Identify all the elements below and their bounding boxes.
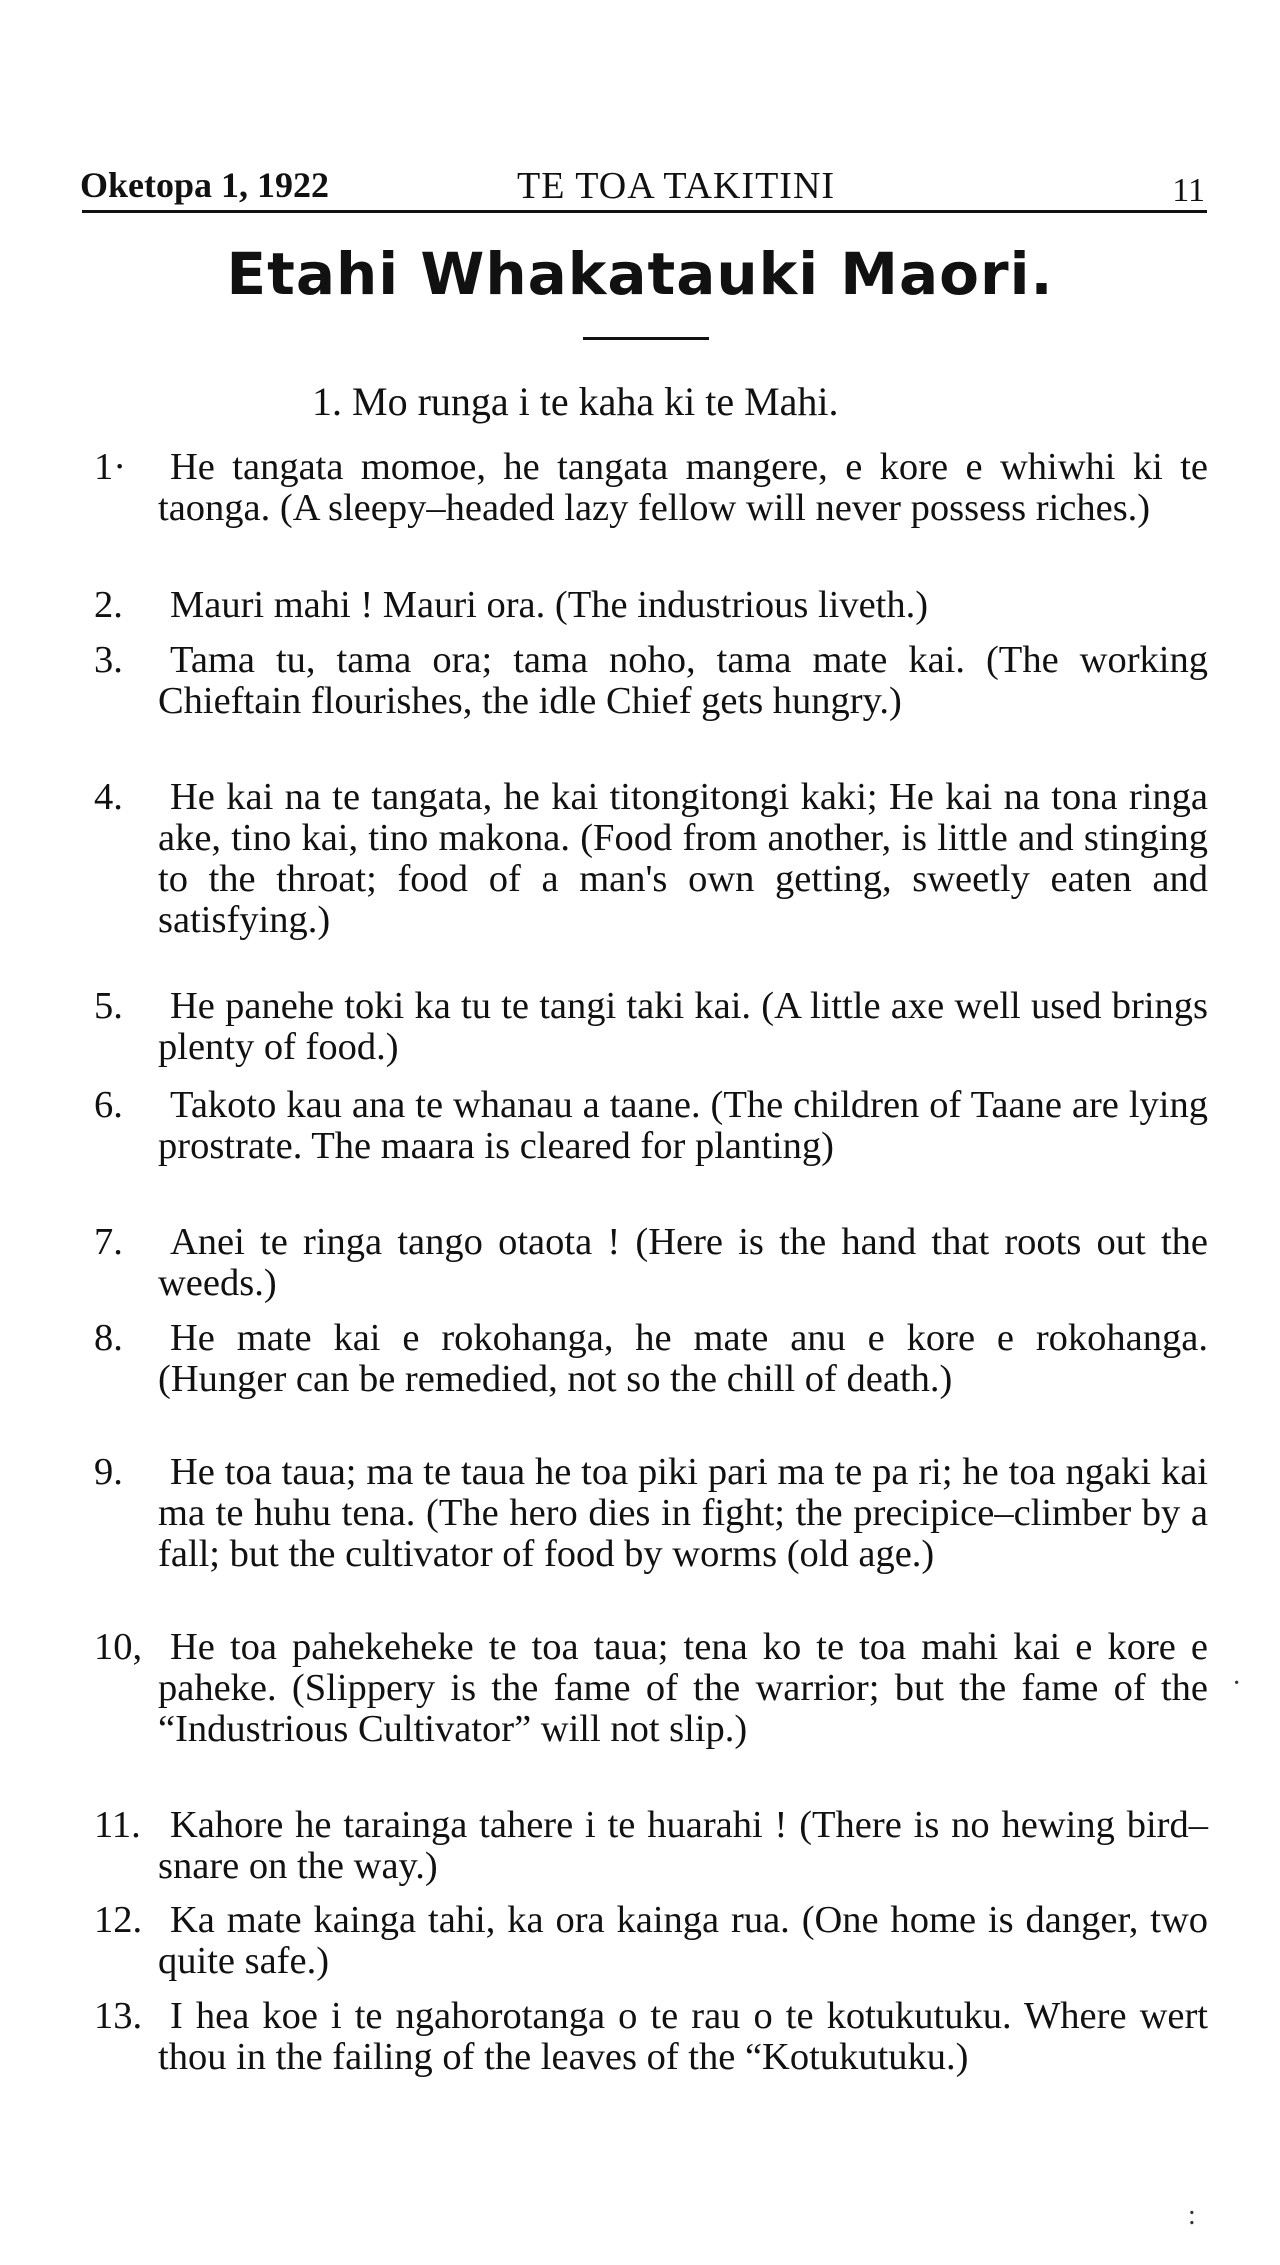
proverb-item: 12. Ka mate kainga tahi, ka ora kainga rua. (One home is danger, two quite safe.) — [94, 1899, 1208, 1982]
proverb-item: 11. Kahore he tarainga tahere i te huarahi ! (There is no hewing bird–snare on the way.) — [94, 1804, 1208, 1887]
proverb-text: Anei te ringa tango otaota ! (Here is the hand that roots out the weeds.) — [158, 1221, 1208, 1304]
proverb-item: 2. Mauri mahi ! Mauri ora. (The industrious liveth.) — [94, 584, 929, 626]
proverb-item: 7. Anei te ringa tango otaota ! (Here is the hand that roots out the weeds.) — [94, 1221, 1208, 1304]
proverb-item: 4. He kai na te tangata, he kai titongitongi kaki; He kai na tona ringa ake, tino kai, tino makona. (Food from another, is little and stinging to the throat; food of a man's own getting, sweetly eaten and satisfying.) — [94, 776, 1208, 941]
proverb-item: 9. He toa taua; ma te taua he toa piki pari ma te pa ri; he toa ngaki kai ma te huhu tena. (The hero dies in fight; the precipice–climber by a fall; but the cultivator of food by worms (old age.) — [94, 1451, 1208, 1575]
proverb-item: 10, He toa pahekeheke te toa taua; tena ko te toa mahi kai e kore e paheke. (Slippery is the fame of the warrior; but the fame of the “Industrious Cultivator” will not slip.) — [94, 1626, 1208, 1750]
proverb-text: I hea koe i te ngahorotanga o te rau o te kotukutuku. Where wert thou in the failing of the leaves of the “Kotukutuku.) — [158, 1995, 1208, 2078]
proverb-text: He toa taua; ma te taua he toa piki pari ma te pa ri; he toa ngaki kai ma te huhu tena. (The hero dies in fight; the precipice–climber by a fall; but the cultivator of food by worms (old age.) — [158, 1451, 1208, 1575]
proverb-text: Kahore he tarainga tahere i te huarahi ! (There is no hewing bird–snare on the way.) — [158, 1804, 1208, 1887]
title-rule — [583, 337, 709, 340]
proverb-item: 6. Takoto kau ana te whanau a taane. (The children of Taane are lying prostrate. The maara is cleared for planting) — [94, 1084, 1208, 1167]
print-speck: : — [1188, 2200, 1196, 2231]
proverb-text: Takoto kau ana te whanau a taane. (The children of Taane are lying prostrate. The maara is cleared for planting) — [158, 1084, 1208, 1167]
proverb-text: He toa pahekeheke te toa taua; tena ko te toa mahi kai e kore e paheke. (Slippery is the fame of the warrior; but the fame of the “Industrious Cultivator” will not slip.) — [158, 1626, 1208, 1750]
header-rule — [82, 210, 1207, 213]
proverb-text: Tama tu, tama ora; tama noho, tama mate kai. (The working Chieftain flourishes, the idle Chief gets hungry.) — [158, 639, 1208, 722]
article-title: Etahi Whakatauki Maori. — [226, 240, 1054, 308]
running-head — [80, 160, 1205, 210]
proverb-text: He kai na te tangata, he kai titongitongi kaki; He kai na tona ringa ake, tino kai, tino makona. (Food from another, is little and stinging to the throat; food of a man's own getting, sweetly eaten and satisfying.) — [158, 776, 1208, 941]
proverb-text: Mauri mahi ! Mauri ora. (The industrious liveth.) — [170, 584, 929, 626]
section-heading: 1. Mo runga i te kaha ki te Mahi. — [312, 379, 839, 424]
proverb-text: Ka mate kainga tahi, ka ora kainga rua. (One home is danger, two quite safe.) — [158, 1899, 1208, 1982]
publication-title: TE TOA TAKITINI — [517, 165, 836, 207]
proverb-text: He tangata momoe, he tangata mangere, e kore e whiwhi ki te taonga. (A sleepy–headed lazy fellow will never possess riches.) — [158, 446, 1208, 529]
proverb-item: 1· He tangata momoe, he tangata mangere, e kore e whiwhi ki te taonga. (A sleepy–headed lazy fellow will never possess riches.) — [94, 446, 1208, 529]
print-speck: · — [1232, 1668, 1242, 1699]
proverb-item: 3. Tama tu, tama ora; tama noho, tama mate kai. (The working Chieftain flourishes, the idle Chief gets hungry.) — [94, 639, 1208, 722]
issue-date: Oketopa 1, 1922 — [80, 165, 330, 205]
proverb-text: He mate kai e rokohanga, he mate anu e kore e rokohanga. (Hunger can be remedied, not so the chill of death.) — [158, 1317, 1208, 1400]
proverb-item: 8. He mate kai e rokohanga, he mate anu e kore e rokohanga. (Hunger can be remedied, not so the chill of death.) — [94, 1317, 1208, 1400]
proverb-item: 5. He panehe toki ka tu te tangi taki kai. (A little axe well used brings plenty of food.) — [94, 985, 1208, 1068]
proverb-text: He panehe toki ka tu te tangi taki kai. (A little axe well used brings plenty of food.) — [158, 985, 1208, 1068]
page-number: 11 — [1172, 172, 1205, 209]
proverb-item: 13. I hea koe i te ngahorotanga o te rau o te kotukutuku. Where wert thou in the failing of the leaves of the “Kotukutuku.) — [94, 1995, 1208, 2078]
